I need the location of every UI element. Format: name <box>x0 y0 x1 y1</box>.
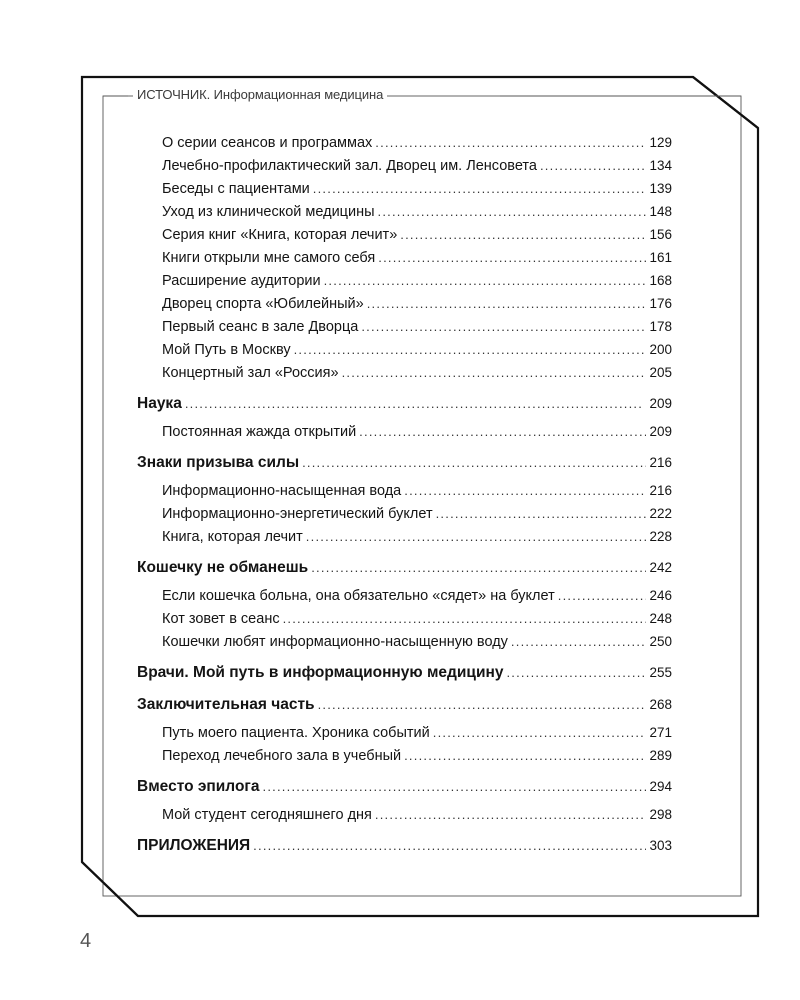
toc-entry <box>137 744 672 767</box>
dot-leader <box>263 775 647 799</box>
toc-entry-title: Кот зовет в сеанс <box>162 611 280 627</box>
toc-entry <box>137 223 672 246</box>
dot-leader <box>436 502 647 525</box>
toc-entry-title: Серия книг «Книга, которая лечит» <box>162 227 398 243</box>
toc-entry-title: Информационно-насыщенная вода <box>162 483 402 499</box>
toc-entry <box>137 479 672 502</box>
toc-entry <box>137 131 672 154</box>
dot-leader <box>283 607 647 630</box>
toc-section <box>137 775 672 799</box>
toc-entry-page: 250 <box>649 634 672 649</box>
toc-section <box>137 556 672 580</box>
dot-leader <box>375 803 647 826</box>
toc-entry-title: Мой Путь в Москву <box>162 342 291 358</box>
dot-leader <box>558 584 647 607</box>
toc-entry-title: О серии сеансов и программах <box>162 135 373 151</box>
toc-entry-title: Книги открыли мне самого себя <box>162 250 376 266</box>
toc-entry-page: 156 <box>649 227 672 242</box>
toc-entry-page: 134 <box>649 158 672 173</box>
toc-entry-page: 294 <box>649 779 672 794</box>
toc-entry <box>137 361 672 384</box>
dot-leader <box>378 200 647 223</box>
dot-leader <box>367 292 647 315</box>
dot-leader <box>378 246 646 269</box>
toc-entry <box>137 502 672 525</box>
toc-entry-page: 161 <box>649 250 672 265</box>
toc-entry-title: ПРИЛОЖЕНИЯ <box>137 837 251 854</box>
dot-leader <box>359 420 646 443</box>
toc-entry <box>137 525 672 548</box>
dot-leader <box>302 451 646 475</box>
dot-leader <box>375 131 646 154</box>
toc-entry-title: Переход лечебного зала в учебный <box>162 748 402 764</box>
toc-entry-page: 228 <box>649 529 672 544</box>
dot-leader <box>324 269 647 292</box>
toc-entry-title: Если кошечка больна, она обязательно «сядет» на буклет <box>162 588 555 604</box>
toc-entry <box>137 269 672 292</box>
toc-entry-title: Кошечки любят информационно-насыщенную воду <box>162 634 508 650</box>
toc-entry-title: Кошечку не обманешь <box>137 559 309 576</box>
toc-entry-page: 222 <box>649 506 672 521</box>
toc-entry-title: Лечебно-профилактический зал. Дворец им. Ленсовета <box>162 158 537 174</box>
dot-leader <box>185 392 647 416</box>
toc-entry-page: 205 <box>649 365 672 380</box>
toc-section <box>137 392 672 416</box>
toc-entry-page: 242 <box>649 560 672 575</box>
toc-entry <box>137 584 672 607</box>
dot-leader <box>342 361 647 384</box>
toc-entry <box>137 607 672 630</box>
running-header: ИСТОЧНИК. Информационная медицина <box>133 87 387 102</box>
toc-entry-title: Книга, которая лечит <box>162 529 303 545</box>
toc-entry-page: 216 <box>649 483 672 498</box>
dot-leader <box>253 834 646 858</box>
dot-leader <box>306 525 647 548</box>
toc-entry-title: Вместо эпилога <box>137 778 260 795</box>
toc-entry-page: 168 <box>649 273 672 288</box>
dot-leader <box>433 721 647 744</box>
toc-entry-title: Путь моего пациента. Хроника событий <box>162 725 430 741</box>
toc-entry-title: Мой студент сегодняшнего дня <box>162 807 372 823</box>
dot-leader <box>313 177 647 200</box>
toc-entry-title: Заключительная часть <box>137 696 315 713</box>
toc-entry <box>137 338 672 361</box>
dot-leader <box>318 693 647 717</box>
page-number: 4 <box>80 930 92 952</box>
dot-leader <box>294 338 647 361</box>
toc-entry <box>137 420 672 443</box>
toc-entry <box>137 803 672 826</box>
toc-entry <box>137 200 672 223</box>
toc-entry-title: Дворец спорта «Юбилейный» <box>162 296 364 312</box>
toc-entry-title: Врачи. Мой путь в информационную медицину <box>137 664 504 681</box>
toc-entry-page: 289 <box>649 748 672 763</box>
toc-entry-title: Постоянная жажда открытий <box>162 424 357 440</box>
dot-leader <box>311 556 646 580</box>
toc-entry-page: 248 <box>649 611 672 626</box>
toc-entry <box>137 177 672 200</box>
toc-entry-title: Наука <box>137 395 182 412</box>
dot-leader <box>511 630 647 653</box>
toc-entry-title: Знаки призыва силы <box>137 454 300 471</box>
dot-leader <box>361 315 646 338</box>
toc-entry-page: 216 <box>649 455 672 470</box>
toc-entry-page: 178 <box>649 319 672 334</box>
toc-entry <box>137 315 672 338</box>
toc-section <box>137 693 672 717</box>
toc-section <box>137 834 672 858</box>
toc-entry-title: Концертный зал «Россия» <box>162 365 339 381</box>
toc-entry <box>137 292 672 315</box>
toc-entry <box>137 721 672 744</box>
dot-leader <box>404 479 646 502</box>
toc-entry-title: Первый сеанс в зале Дворца <box>162 319 359 335</box>
dot-leader <box>540 154 647 177</box>
toc-section <box>137 661 672 685</box>
toc-entry-page: 246 <box>649 588 672 603</box>
toc-entry-page: 139 <box>649 181 672 196</box>
toc-entry-page: 268 <box>649 697 672 712</box>
toc-entry-page: 200 <box>649 342 672 357</box>
toc-entry-title: Информационно-энергетический буклет <box>162 506 433 522</box>
toc-entry-page: 129 <box>649 135 672 150</box>
toc-entry-page: 176 <box>649 296 672 311</box>
toc-entry-page: 209 <box>649 424 672 439</box>
toc-entry <box>137 630 672 653</box>
toc-section <box>137 451 672 475</box>
dot-leader <box>404 744 646 767</box>
toc-entry-page: 148 <box>649 204 672 219</box>
toc-entry-page: 303 <box>649 838 672 853</box>
table-of-contents <box>137 131 672 858</box>
toc-entry-page: 298 <box>649 807 672 822</box>
toc-entry-title: Расширение аудитории <box>162 273 321 289</box>
dot-leader <box>400 223 646 246</box>
toc-entry <box>137 154 672 177</box>
toc-entry-title: Беседы с пациентами <box>162 181 310 197</box>
toc-entry <box>137 246 672 269</box>
toc-entry-title: Уход из клинической медицины <box>162 204 375 220</box>
toc-entry-page: 255 <box>649 665 672 680</box>
toc-entry-page: 209 <box>649 396 672 411</box>
toc-entry-page: 271 <box>649 725 672 740</box>
dot-leader <box>506 661 646 685</box>
